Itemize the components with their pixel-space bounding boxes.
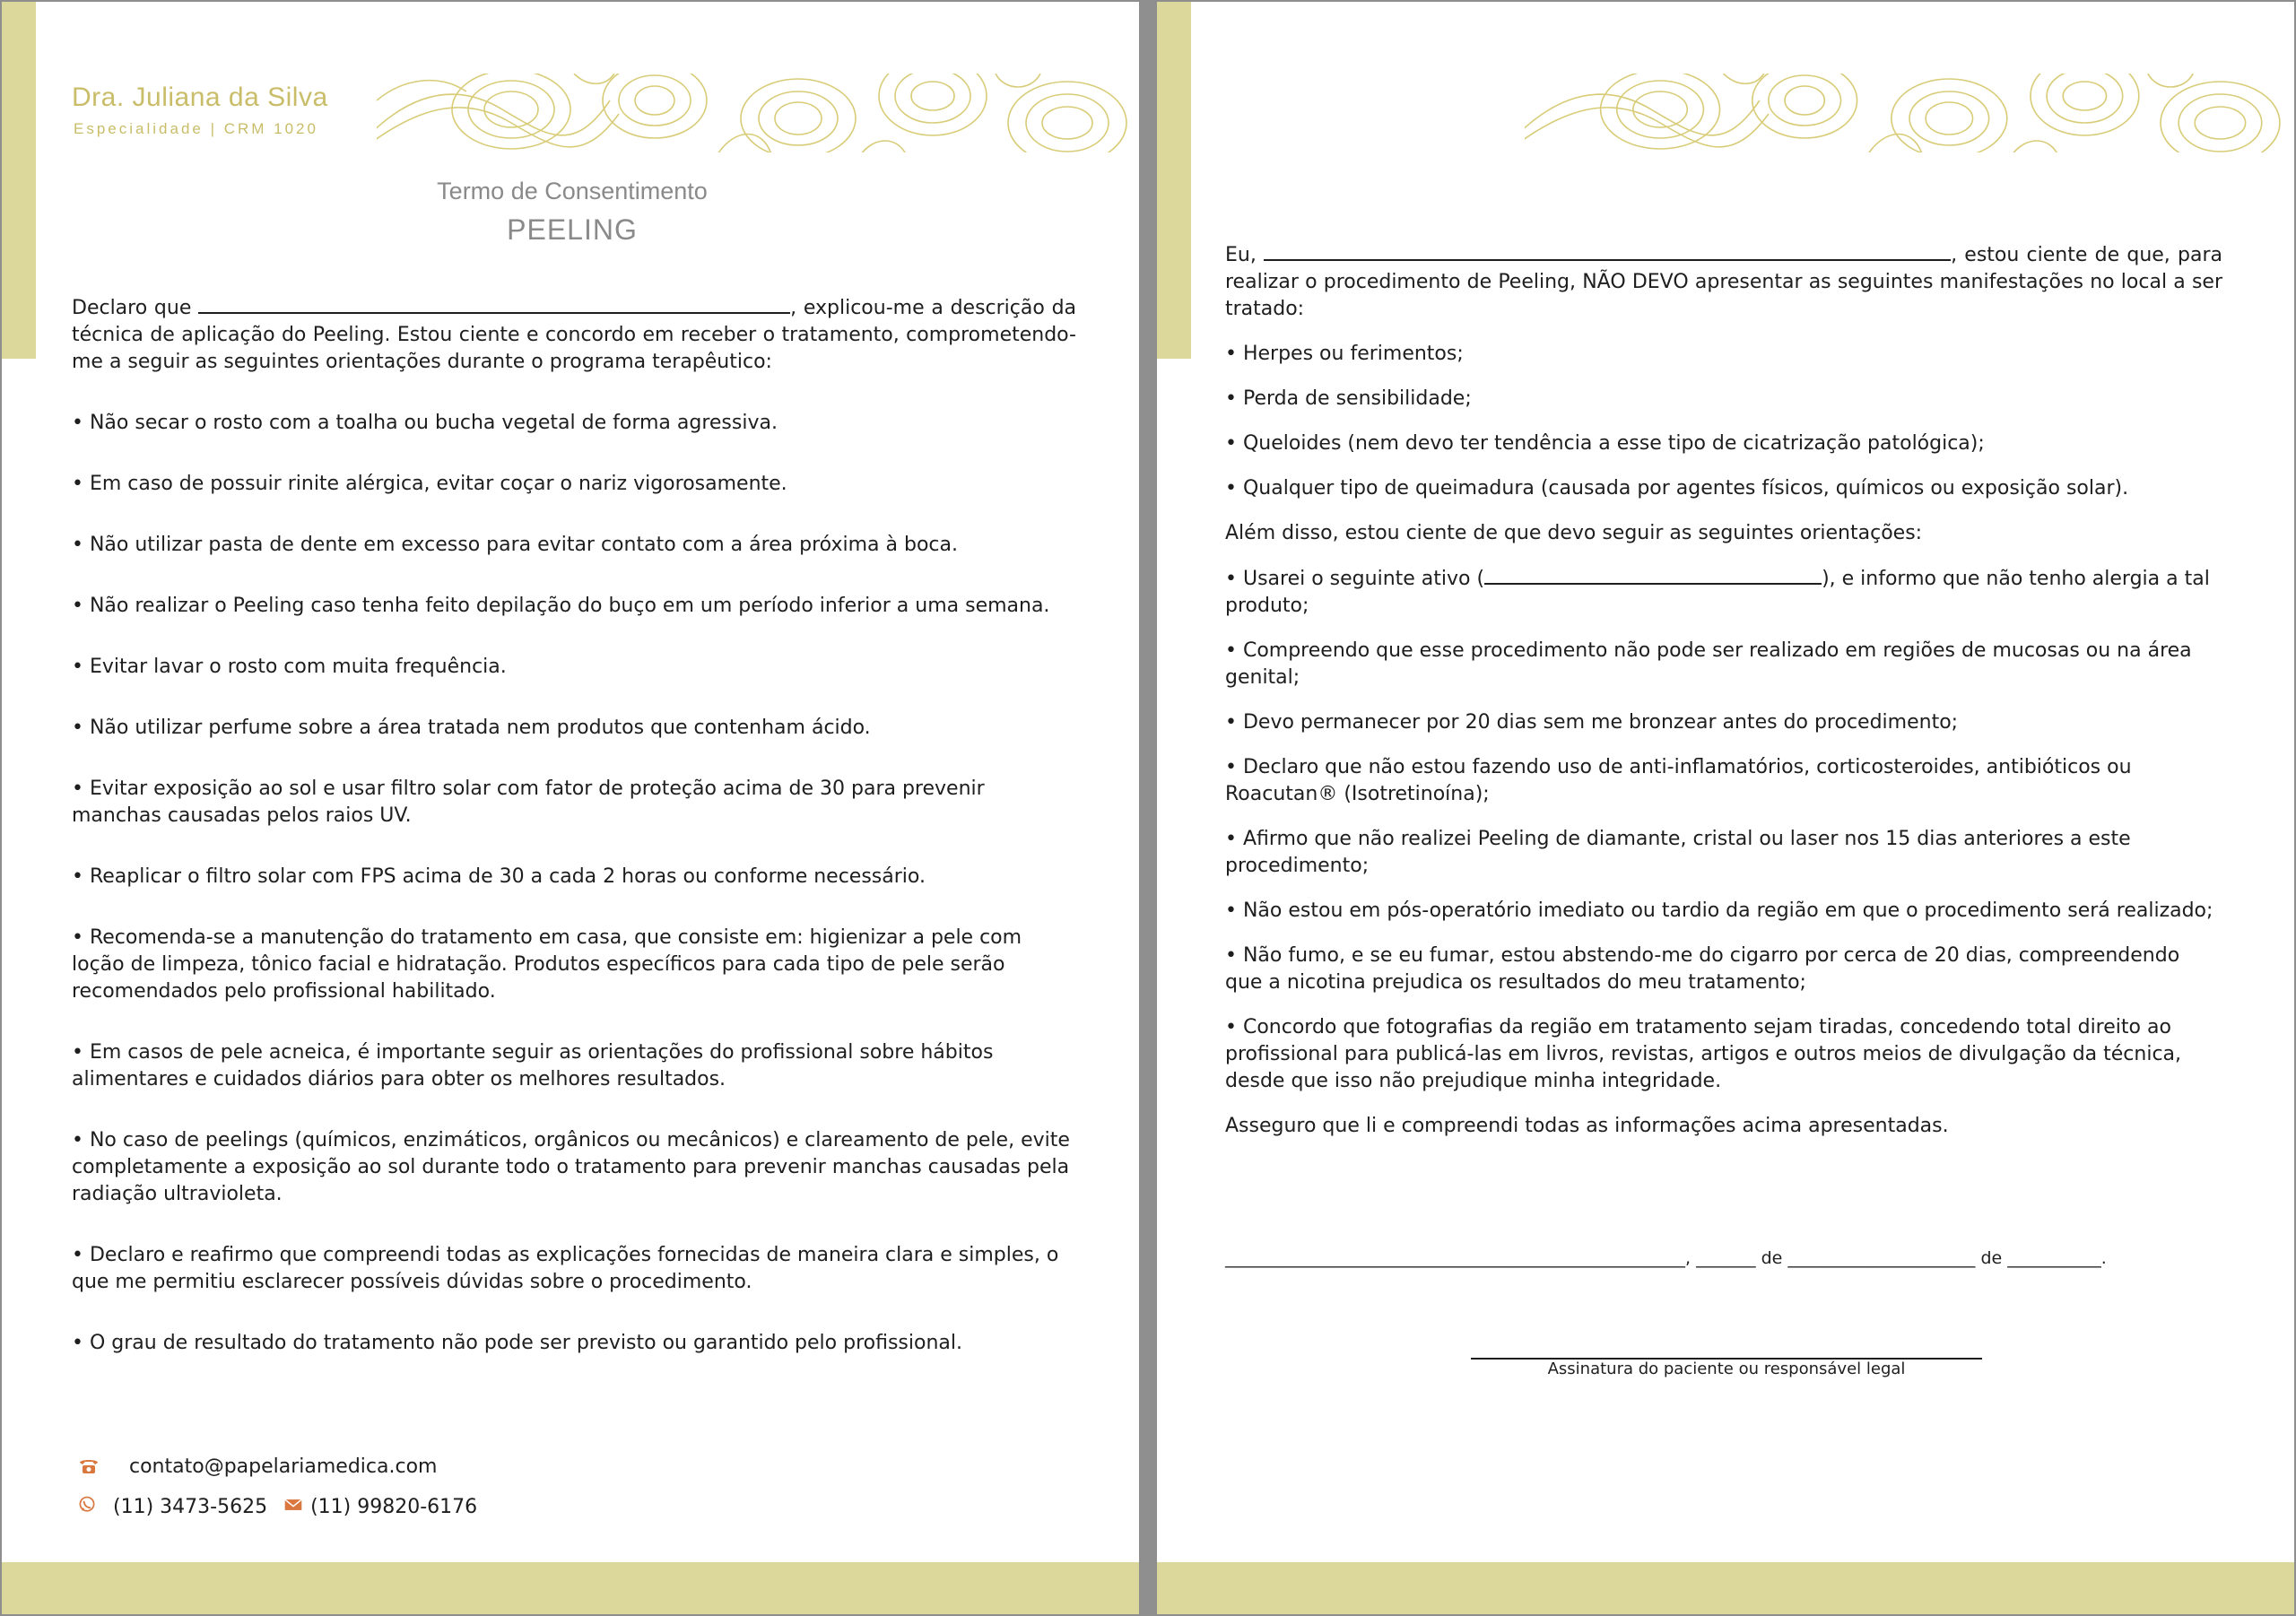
list-item: • Recomenda-se a manutenção do tratamento em casa, que consiste em: higienizar a pele com loção de limpeza, tônico facial e hidratação. Produtos específicos para cada tipo de pele serão recomendados pelo profissional habilitado. [72,926,1022,1003]
list-item: • Reaplicar o filtro solar com FPS acima de 30 a cada 2 horas ou conforme necessário. [72,865,926,888]
whatsapp-icon [77,1495,100,1518]
list-item: • O grau de resultado do tratamento não pode ser previsto ou garantido pelo profissional. [72,1332,962,1354]
list-item: • Não estou em pós-operatório imediato ou tardio da região em que o procedimento será realizado; [1225,899,2213,922]
list-item: • Não realizar o Peeling caso tenha feito depilação do buço em um período inferior a uma semana. [72,595,1050,617]
list-item: • No caso de peelings (químicos, enzimáticos, orgânicos ou mecânicos) e clareamento de pele, evite completamente a exposição ao sol durante todo o tratamento para prevenir manchas causadas pela radiação ultravioleta. [72,1129,1070,1205]
intro-suffix: , estou ciente de que, para realizar o procedimento de Peeling, NÃO DEVO apresentar as seguintes manifestações no local a ser tratado: [1225,244,2222,320]
closing-statement: Asseguro que li e compreendi todas as informações acima apresentadas. [1225,1115,1949,1137]
document-subtitle: PEELING [507,213,638,246]
list-item: • Evitar exposição ao sol e usar filtro solar com fator de proteção acima de 30 para prevenir manchas causadas pelos raios UV. [72,778,985,827]
list-item: • Concordo que fotografias da região em tratamento sejam tiradas, concedendo total direito ao profissional para publicá-las em livros, revistas, artigos e outros meios de divulgação da técnica, desde que isso não prejudique minha integridade. [1225,1016,2182,1092]
patient-name-blank[interactable] [1264,241,1951,261]
list-item: • Em casos de pele acneica, é importante seguir as orientações do profissional sobre hábitos alimentares e cuidados diários para obter os melhores resultados. [72,1041,994,1090]
list-item: • Não secar o rosto com a toalha ou bucha vegetal de forma agressiva. [72,412,778,434]
list-item: • Perda de sensibilidade; [1225,387,1472,410]
contour-pattern-graphic [377,74,1139,152]
consent-body [72,294,1076,1391]
consent-body [1225,241,2222,1158]
place-date-line[interactable]: ______________________________________________________, _______ de ______________________ de ___________. [1225,1248,2107,1268]
consent-page-1 [0,0,1141,1616]
list-item: • Não fumo, e se eu fumar, estou abstendo-me do cigarro por cerca de 20 dias, compreendendo que a nicotina prejudica os resultados do meu tratamento; [1225,944,2180,994]
contact-phone[interactable]: (11) 3473-5625 [113,1495,268,1518]
intro-paragraph [1225,241,2222,323]
list-item: • Qualquer tipo de queimadura (causada por agentes físicos, químicos ou exposição solar). [1225,477,2129,500]
active-prefix: • Usarei o seguinte ativo ( [1225,568,1485,590]
list-item: • Queloides (nem devo ter tendência a esse tipo de cicatrização patológica); [1225,432,1985,455]
footer-band [1157,1562,2294,1614]
document-title: Termo de Consentimento [437,178,708,204]
list-item: • Evitar lavar o rosto com muita frequência. [72,656,507,678]
doctor-specialty: Especialidade | CRM 1020 [74,120,318,137]
footer-band [2,1562,1139,1614]
intro-prefix: Declaro que [72,297,192,319]
intro-prefix: Eu, [1225,244,1257,266]
list-item: • Declaro e reafirmo que compreendi todas as explicações fornecidas de maneira clara e simples, o que me permitiu esclarecer possíveis dúvidas sobre o procedimento. [72,1244,1059,1293]
contact-email[interactable]: contato@papelariamedica.com [129,1455,438,1478]
active-substance-blank[interactable] [1484,565,1822,585]
decorative-pattern [1525,74,2292,152]
also-text: Além disso, estou ciente de que devo seguir as seguintes orientações: [1225,522,1923,544]
list-item: • Compreendo que esse procedimento não pode ser realizado em regiões de mucosas ou na área genital; [1225,639,2192,689]
list-item: • Em caso de possuir rinite alérgica, evitar coçar o nariz vigorosamente. [72,473,787,495]
contact-mobile[interactable]: (11) 99820-6176 [310,1495,478,1518]
active-suffix: ), e informo que não tenho alergia a tal produto; [1225,568,2210,617]
list-item: • Declaro que não estou fazendo uso de anti-inflamatórios, corticosteroides, antibióticos ou Roacutan® (Isotretinoína); [1225,756,2132,805]
signature-label: Assinatura do paciente ou responsável legal [1547,1360,1906,1378]
professional-name-blank[interactable] [198,294,790,314]
consent-page-2 [1155,0,2296,1616]
active-item [1225,565,2222,620]
contact-phone-row [77,1495,477,1518]
accent-strip [1157,2,1191,359]
list-item: • Herpes ou ferimentos; [1225,343,1464,365]
contour-pattern-graphic [1525,74,2292,152]
mail-icon [283,1495,307,1518]
phone-icon [77,1455,100,1478]
intro-paragraph [72,294,1076,376]
list-item: • Afirmo que não realizei Peeling de diamante, cristal ou laser nos 15 dias anteriores a este procedimento; [1225,828,2131,877]
list-item: • Não utilizar pasta de dente em excesso para evitar contato com a área próxima à boca. [72,534,958,556]
list-item: • Devo permanecer por 20 dias sem me bronzear antes do procedimento; [1225,711,1959,734]
intro-suffix: , explicou-me a descrição da técnica de aplicação do Peeling. Estou ciente e concordo em receber o tratamento, comprometendo-me a seguir as seguintes orientações durante o programa terapêutico: [72,297,1077,373]
doctor-name: Dra. Juliana da Silva [72,83,328,112]
list-item: • Não utilizar perfume sobre a área tratada nem produtos que contenham ácido. [72,717,871,739]
decorative-pattern [377,74,1139,152]
contact-email-row [77,1455,437,1478]
